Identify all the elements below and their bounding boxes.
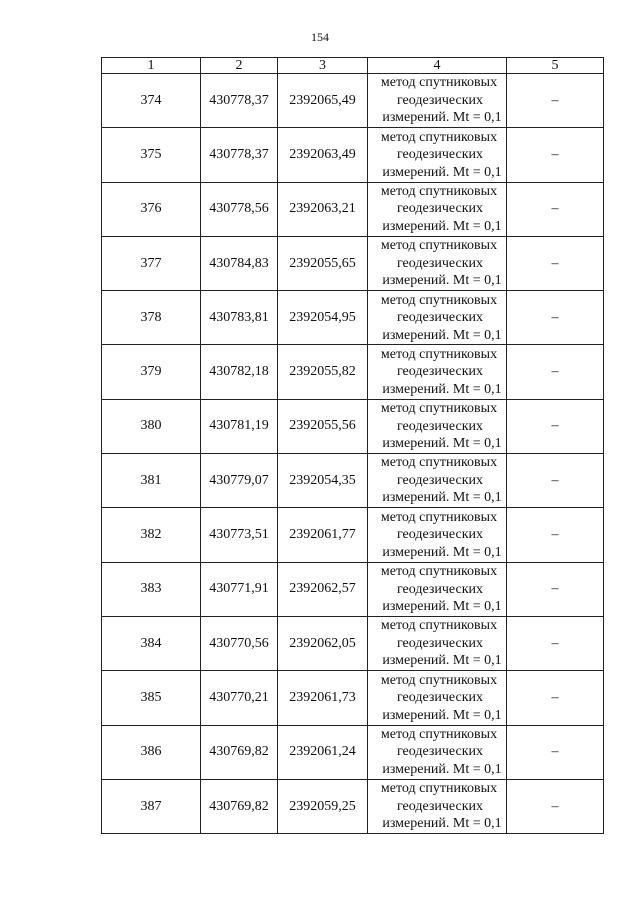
point-number-cell: 385 — [102, 671, 201, 725]
method-line: измерений. Mt = 0,1 — [382, 816, 502, 832]
method-line: метод спутниковых — [380, 781, 498, 797]
method-line: геодезических — [396, 255, 483, 271]
x-coordinate-cell: 430784,83 — [201, 236, 278, 290]
point-number-cell: 380 — [102, 399, 201, 453]
y-coordinate-cell: 2392062,05 — [278, 616, 368, 670]
point-number-cell: 387 — [102, 779, 201, 833]
x-coordinate-cell: 430771,91 — [201, 562, 278, 616]
method-cell — [368, 399, 507, 453]
method-cell — [368, 345, 507, 399]
method-line: измерений. Mt = 0,1 — [382, 599, 502, 615]
method-cell — [368, 182, 507, 236]
coordinates-table — [101, 57, 604, 834]
header-col-3: 3 — [278, 58, 368, 74]
x-coordinate-cell: 430778,56 — [201, 182, 278, 236]
method-line: геодезических — [396, 744, 483, 760]
method-line: метод спутниковых — [380, 346, 498, 362]
x-coordinate-cell: 430773,51 — [201, 508, 278, 562]
note-cell: – — [507, 182, 604, 236]
point-number-cell: 379 — [102, 345, 201, 399]
x-coordinate-cell: 430770,56 — [201, 616, 278, 670]
method-line: метод спутниковых — [380, 238, 498, 254]
method-line: геодезических — [396, 581, 483, 597]
note-cell: – — [507, 616, 604, 670]
header-col-5: 5 — [507, 58, 604, 74]
y-coordinate-cell: 2392054,35 — [278, 454, 368, 508]
method-line: метод спутниковых — [380, 564, 498, 580]
method-cell — [368, 236, 507, 290]
method-line: метод спутниковых — [380, 129, 498, 145]
table-header — [102, 58, 604, 74]
y-coordinate-cell: 2392061,24 — [278, 725, 368, 779]
method-line: измерений. Mt = 0,1 — [382, 653, 502, 669]
point-number-cell: 384 — [102, 616, 201, 670]
header-col-4: 4 — [368, 58, 507, 74]
y-coordinate-cell: 2392061,73 — [278, 671, 368, 725]
method-cell — [368, 562, 507, 616]
method-line: метод спутниковых — [380, 75, 498, 91]
y-coordinate-cell: 2392061,77 — [278, 508, 368, 562]
method-line: измерений. Mt = 0,1 — [382, 164, 502, 180]
method-line: метод спутниковых — [380, 401, 498, 417]
table-row — [102, 345, 604, 399]
method-line: измерений. Mt = 0,1 — [382, 761, 502, 777]
table-row — [102, 74, 604, 128]
table-body — [102, 74, 604, 834]
header-col-2: 2 — [201, 58, 278, 74]
method-cell — [368, 616, 507, 670]
method-line: метод спутниковых — [380, 292, 498, 308]
x-coordinate-cell: 430782,18 — [201, 345, 278, 399]
note-cell: – — [507, 74, 604, 128]
note-cell: – — [507, 508, 604, 562]
method-cell — [368, 671, 507, 725]
table-row — [102, 508, 604, 562]
method-line: геодезических — [396, 310, 483, 326]
x-coordinate-cell: 430779,07 — [201, 454, 278, 508]
method-cell — [368, 291, 507, 345]
method-line: метод спутниковых — [380, 726, 498, 742]
method-line: измерений. Mt = 0,1 — [382, 544, 502, 560]
method-line: метод спутниковых — [380, 672, 498, 688]
x-coordinate-cell: 430778,37 — [201, 128, 278, 182]
method-line: геодезических — [396, 798, 483, 814]
table-row — [102, 725, 604, 779]
point-number-cell: 386 — [102, 725, 201, 779]
method-line: измерений. Mt = 0,1 — [382, 273, 502, 289]
y-coordinate-cell: 2392062,57 — [278, 562, 368, 616]
method-line: геодезических — [396, 418, 483, 434]
method-line: измерений. Mt = 0,1 — [382, 707, 502, 723]
y-coordinate-cell: 2392063,21 — [278, 182, 368, 236]
method-line: измерений. Mt = 0,1 — [382, 110, 502, 126]
method-line: метод спутниковых — [380, 618, 498, 634]
method-line: геодезических — [396, 635, 483, 651]
method-line: геодезических — [396, 147, 483, 163]
table-row — [102, 291, 604, 345]
point-number-cell: 375 — [102, 128, 201, 182]
note-cell: – — [507, 725, 604, 779]
method-line: геодезических — [396, 690, 483, 706]
y-coordinate-cell: 2392055,65 — [278, 236, 368, 290]
table-row — [102, 399, 604, 453]
page-number: 154 — [311, 30, 329, 44]
point-number-cell: 383 — [102, 562, 201, 616]
method-cell — [368, 508, 507, 562]
x-coordinate-cell: 430778,37 — [201, 74, 278, 128]
note-cell: – — [507, 399, 604, 453]
method-line: измерений. Mt = 0,1 — [382, 490, 502, 506]
method-line: метод спутниковых — [380, 183, 498, 199]
y-coordinate-cell: 2392059,25 — [278, 779, 368, 833]
method-cell — [368, 74, 507, 128]
table-row — [102, 454, 604, 508]
point-number-cell: 378 — [102, 291, 201, 345]
method-line: измерений. Mt = 0,1 — [382, 381, 502, 397]
point-number-cell: 377 — [102, 236, 201, 290]
x-coordinate-cell: 430769,82 — [201, 779, 278, 833]
method-line: геодезических — [396, 92, 483, 108]
x-coordinate-cell: 430783,81 — [201, 291, 278, 345]
table-row — [102, 182, 604, 236]
method-line: измерений. Mt = 0,1 — [382, 218, 502, 234]
point-number-cell: 376 — [102, 182, 201, 236]
table-row — [102, 671, 604, 725]
note-cell: – — [507, 345, 604, 399]
y-coordinate-cell: 2392063,49 — [278, 128, 368, 182]
method-line: измерений. Mt = 0,1 — [382, 327, 502, 343]
table-row — [102, 616, 604, 670]
note-cell: – — [507, 671, 604, 725]
method-cell — [368, 128, 507, 182]
method-line: геодезических — [396, 472, 483, 488]
note-cell: – — [507, 562, 604, 616]
header-row — [102, 58, 604, 74]
note-cell: – — [507, 779, 604, 833]
table-row — [102, 128, 604, 182]
note-cell: – — [507, 454, 604, 508]
method-line: геодезических — [396, 527, 483, 543]
note-cell: – — [507, 236, 604, 290]
point-number-cell: 381 — [102, 454, 201, 508]
x-coordinate-cell: 430769,82 — [201, 725, 278, 779]
x-coordinate-cell: 430781,19 — [201, 399, 278, 453]
note-cell: – — [507, 291, 604, 345]
y-coordinate-cell: 2392065,49 — [278, 74, 368, 128]
method-line: метод спутниковых — [380, 509, 498, 525]
method-cell — [368, 779, 507, 833]
method-cell — [368, 725, 507, 779]
method-line: геодезических — [396, 201, 483, 217]
header-col-1: 1 — [102, 58, 201, 74]
y-coordinate-cell: 2392055,82 — [278, 345, 368, 399]
point-number-cell: 374 — [102, 74, 201, 128]
y-coordinate-cell: 2392054,95 — [278, 291, 368, 345]
table-row — [102, 779, 604, 833]
method-cell — [368, 454, 507, 508]
x-coordinate-cell: 430770,21 — [201, 671, 278, 725]
table-row — [102, 562, 604, 616]
method-line: геодезических — [396, 364, 483, 380]
method-line: измерений. Mt = 0,1 — [382, 436, 502, 452]
note-cell: – — [507, 128, 604, 182]
point-number-cell: 382 — [102, 508, 201, 562]
table-row — [102, 236, 604, 290]
method-line: метод спутниковых — [380, 455, 498, 471]
y-coordinate-cell: 2392055,56 — [278, 399, 368, 453]
